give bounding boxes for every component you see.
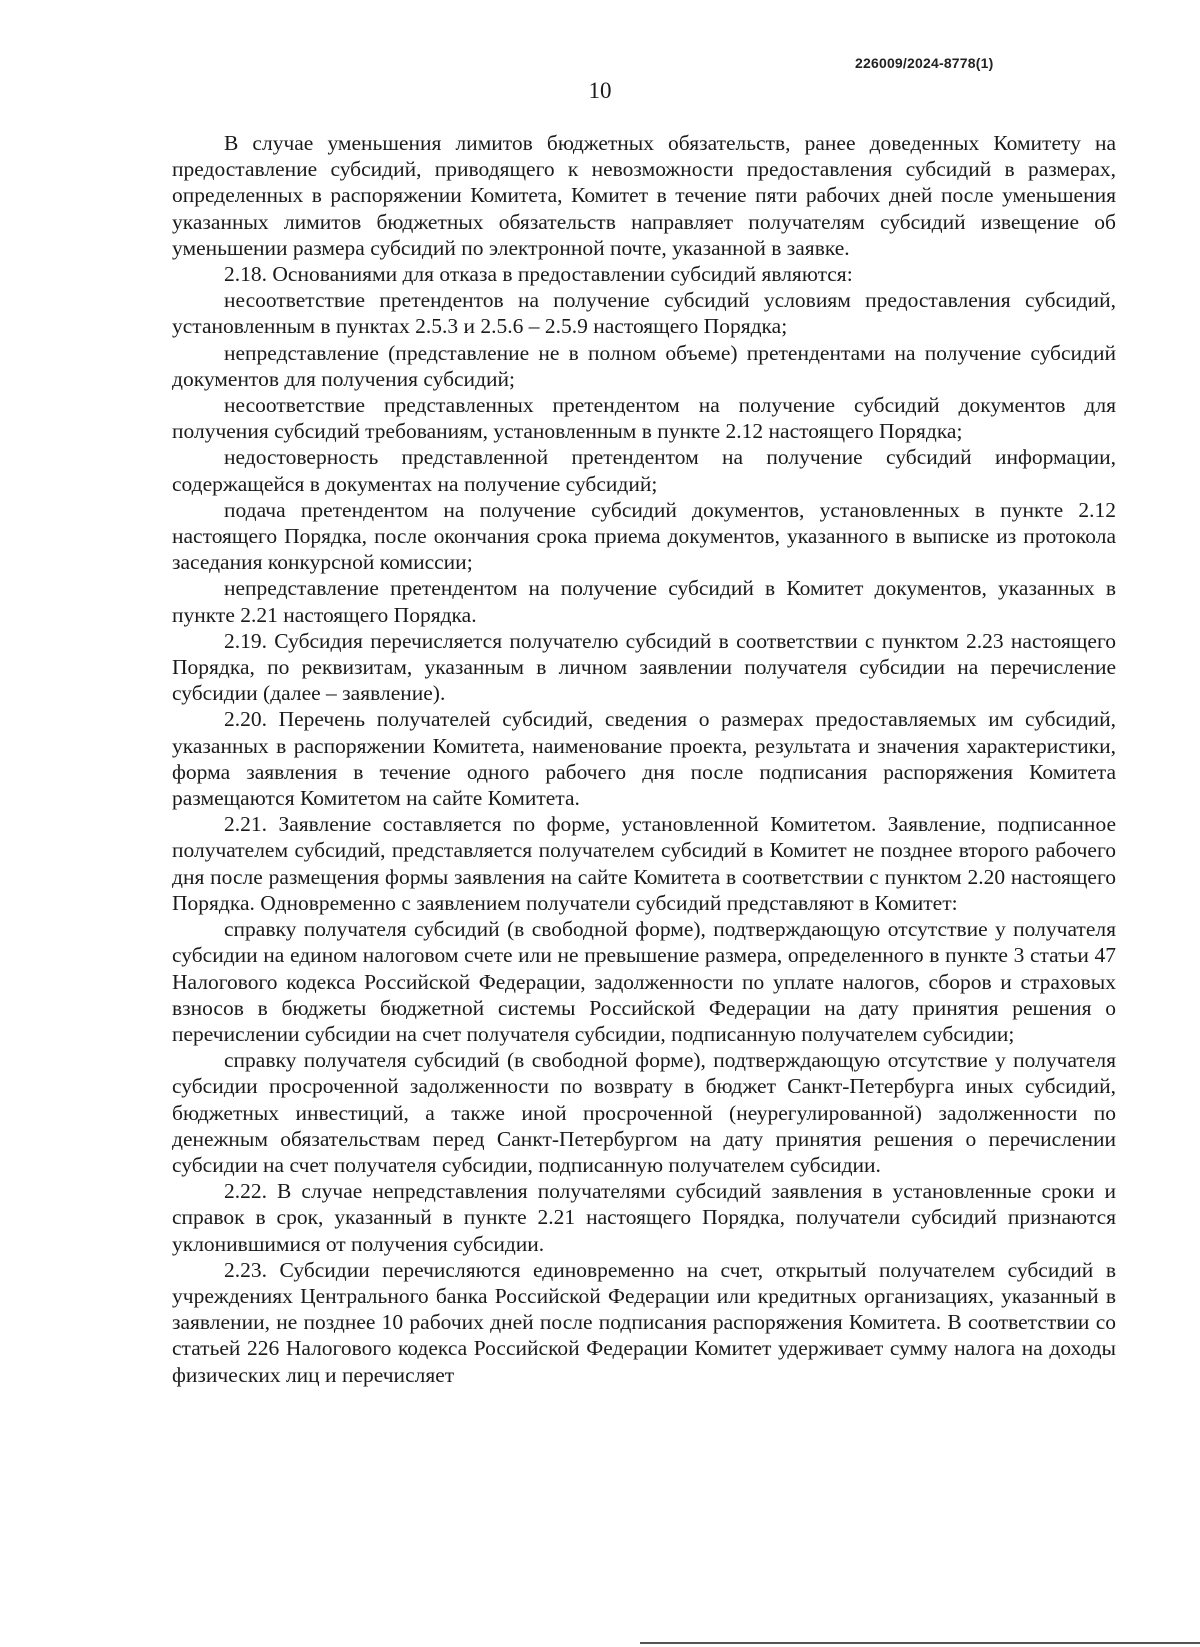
paragraph: несоответствие претендентов на получение субсидий условиям предоставления субсидий, установленным в пунктах 2.5.3 и 2.5.6 – 2.5.9 настоящего Порядка; (172, 288, 1116, 339)
paragraph: справку получателя субсидий (в свободной форме), подтверждающую отсутствие у получателя субсидии на едином налоговом счете или не превышение размера, определенного в пункте 3 статьи 47 Налогового кодекса Российской Федерации, задолженности по уплате налогов, сборов и страховых взносов в бюджеты бюджетной системы Российской Федерации на дату принятия решения о перечислении субсидии на счет получателя субсидии, подписанную получателем субсидии; (172, 917, 1116, 1046)
paragraph: 2.18. Основаниями для отказа в предоставлении субсидий являются: (224, 262, 853, 287)
page-bottom-edge (640, 1642, 1200, 1644)
paragraph: непредставление претендентом на получение субсидий в Комитет документов, указанных в пункте 2.21 настоящего Порядка. (172, 576, 1116, 627)
paragraph: 2.19. Субсидия перечисляется получателю субсидий в соответствии с пунктом 2.23 настоящего Порядка, по реквизитам, указанным в личном заявлении получателя субсидии на перечисление субсидии (далее – заявление). (172, 628, 1116, 706)
paragraph: несоответствие представленных претендентом на получение субсидий документов для получения субсидий требованиям, установленным в пункте 2.12 настоящего Порядка; (172, 393, 1116, 444)
paragraph: 2.22. В случае непредставления получателями субсидий заявления в установленные сроки и справок в срок, указанный в пункте 2.21 настоящего Порядка, получатели субсидий признаются уклонившимися от получения субсидии. (172, 1179, 1116, 1256)
paragraph: непредставление (представление не в полном объеме) претендентами на получение субсидий документов для получения субсидий; (172, 340, 1116, 391)
paragraph: недостоверность представленной претендентом на получение субсидий информации, содержащейся в документах на получение субсидий; (172, 445, 1116, 496)
paragraph: 2.20. Перечень получателей субсидий, сведения о размерах предоставляемых им субсидий, указанных в распоряжении Комитета, наименование проекта, результата и значения характеристики, форма заявления в течение одного рабочего дня после подписания распоряжения Комитета размещаются Комитетом на сайте Комитета. (172, 707, 1116, 811)
paragraph: справку получателя субсидий (в свободной форме), подтверждающую отсутствие у получателя субсидии просроченной задолженности по возврату в бюджет Санкт-Петербурга иных субсидий, бюджетных инвестиций, а также иной просроченной (неурегулированной) задолженности по денежным обязательствам перед Санкт-Петербургом на дату принятия решения о перечислении субсидии на счет получателя субсидии, подписанную получателем субсидии. (172, 1048, 1116, 1177)
paragraph: 2.23. Субсидии перечисляются единовременно на счет, открытый получателем субсидий в учреждениях Центрального банка Российской Федерации или кредитных организациях, указанный в заявлении, не позднее 10 рабочих дней после подписания распоряжения Комитета. В соответствии со статьей 226 Налогового кодекса Российской Федерации Комитет удерживает сумму налога на доходы физических лиц и перечисляет (172, 1257, 1116, 1387)
document-id: 226009/2024-8778(1) (855, 55, 994, 71)
page-number: 10 (588, 78, 612, 103)
paragraph: 2.21. Заявление составляется по форме, установленной Комитетом. Заявление, подписанное получателем субсидий, представляется получателем субсидий в Комитет не позднее второго рабочего дня после размещения формы заявления на сайте Комитета в соответствии с пунктом 2.20 настоящего Порядка. Одновременно с заявлением получатели субсидий представляют в Комитет: (172, 812, 1116, 915)
document-body (172, 130, 1116, 1388)
paragraph: подача претендентом на получение субсидий документов, установленных в пункте 2.12 настоящего Порядка, после окончания срока приема документов, указанного в выписке из протокола заседания конкурсной комиссии; (172, 497, 1116, 575)
paragraph: В случае уменьшения лимитов бюджетных обязательств, ранее доведенных Комитету на предоставление субсидий, приводящего к невозможности предоставления субсидий в размерах, определенных в распоряжении Комитета, Комитет в течение пяти рабочих дней после уменьшения указанных лимитов бюджетных обязательств направляет получателям субсидий извещение об уменьшении размера субсидий по электронной почте, указанной в заявке. (172, 131, 1116, 260)
